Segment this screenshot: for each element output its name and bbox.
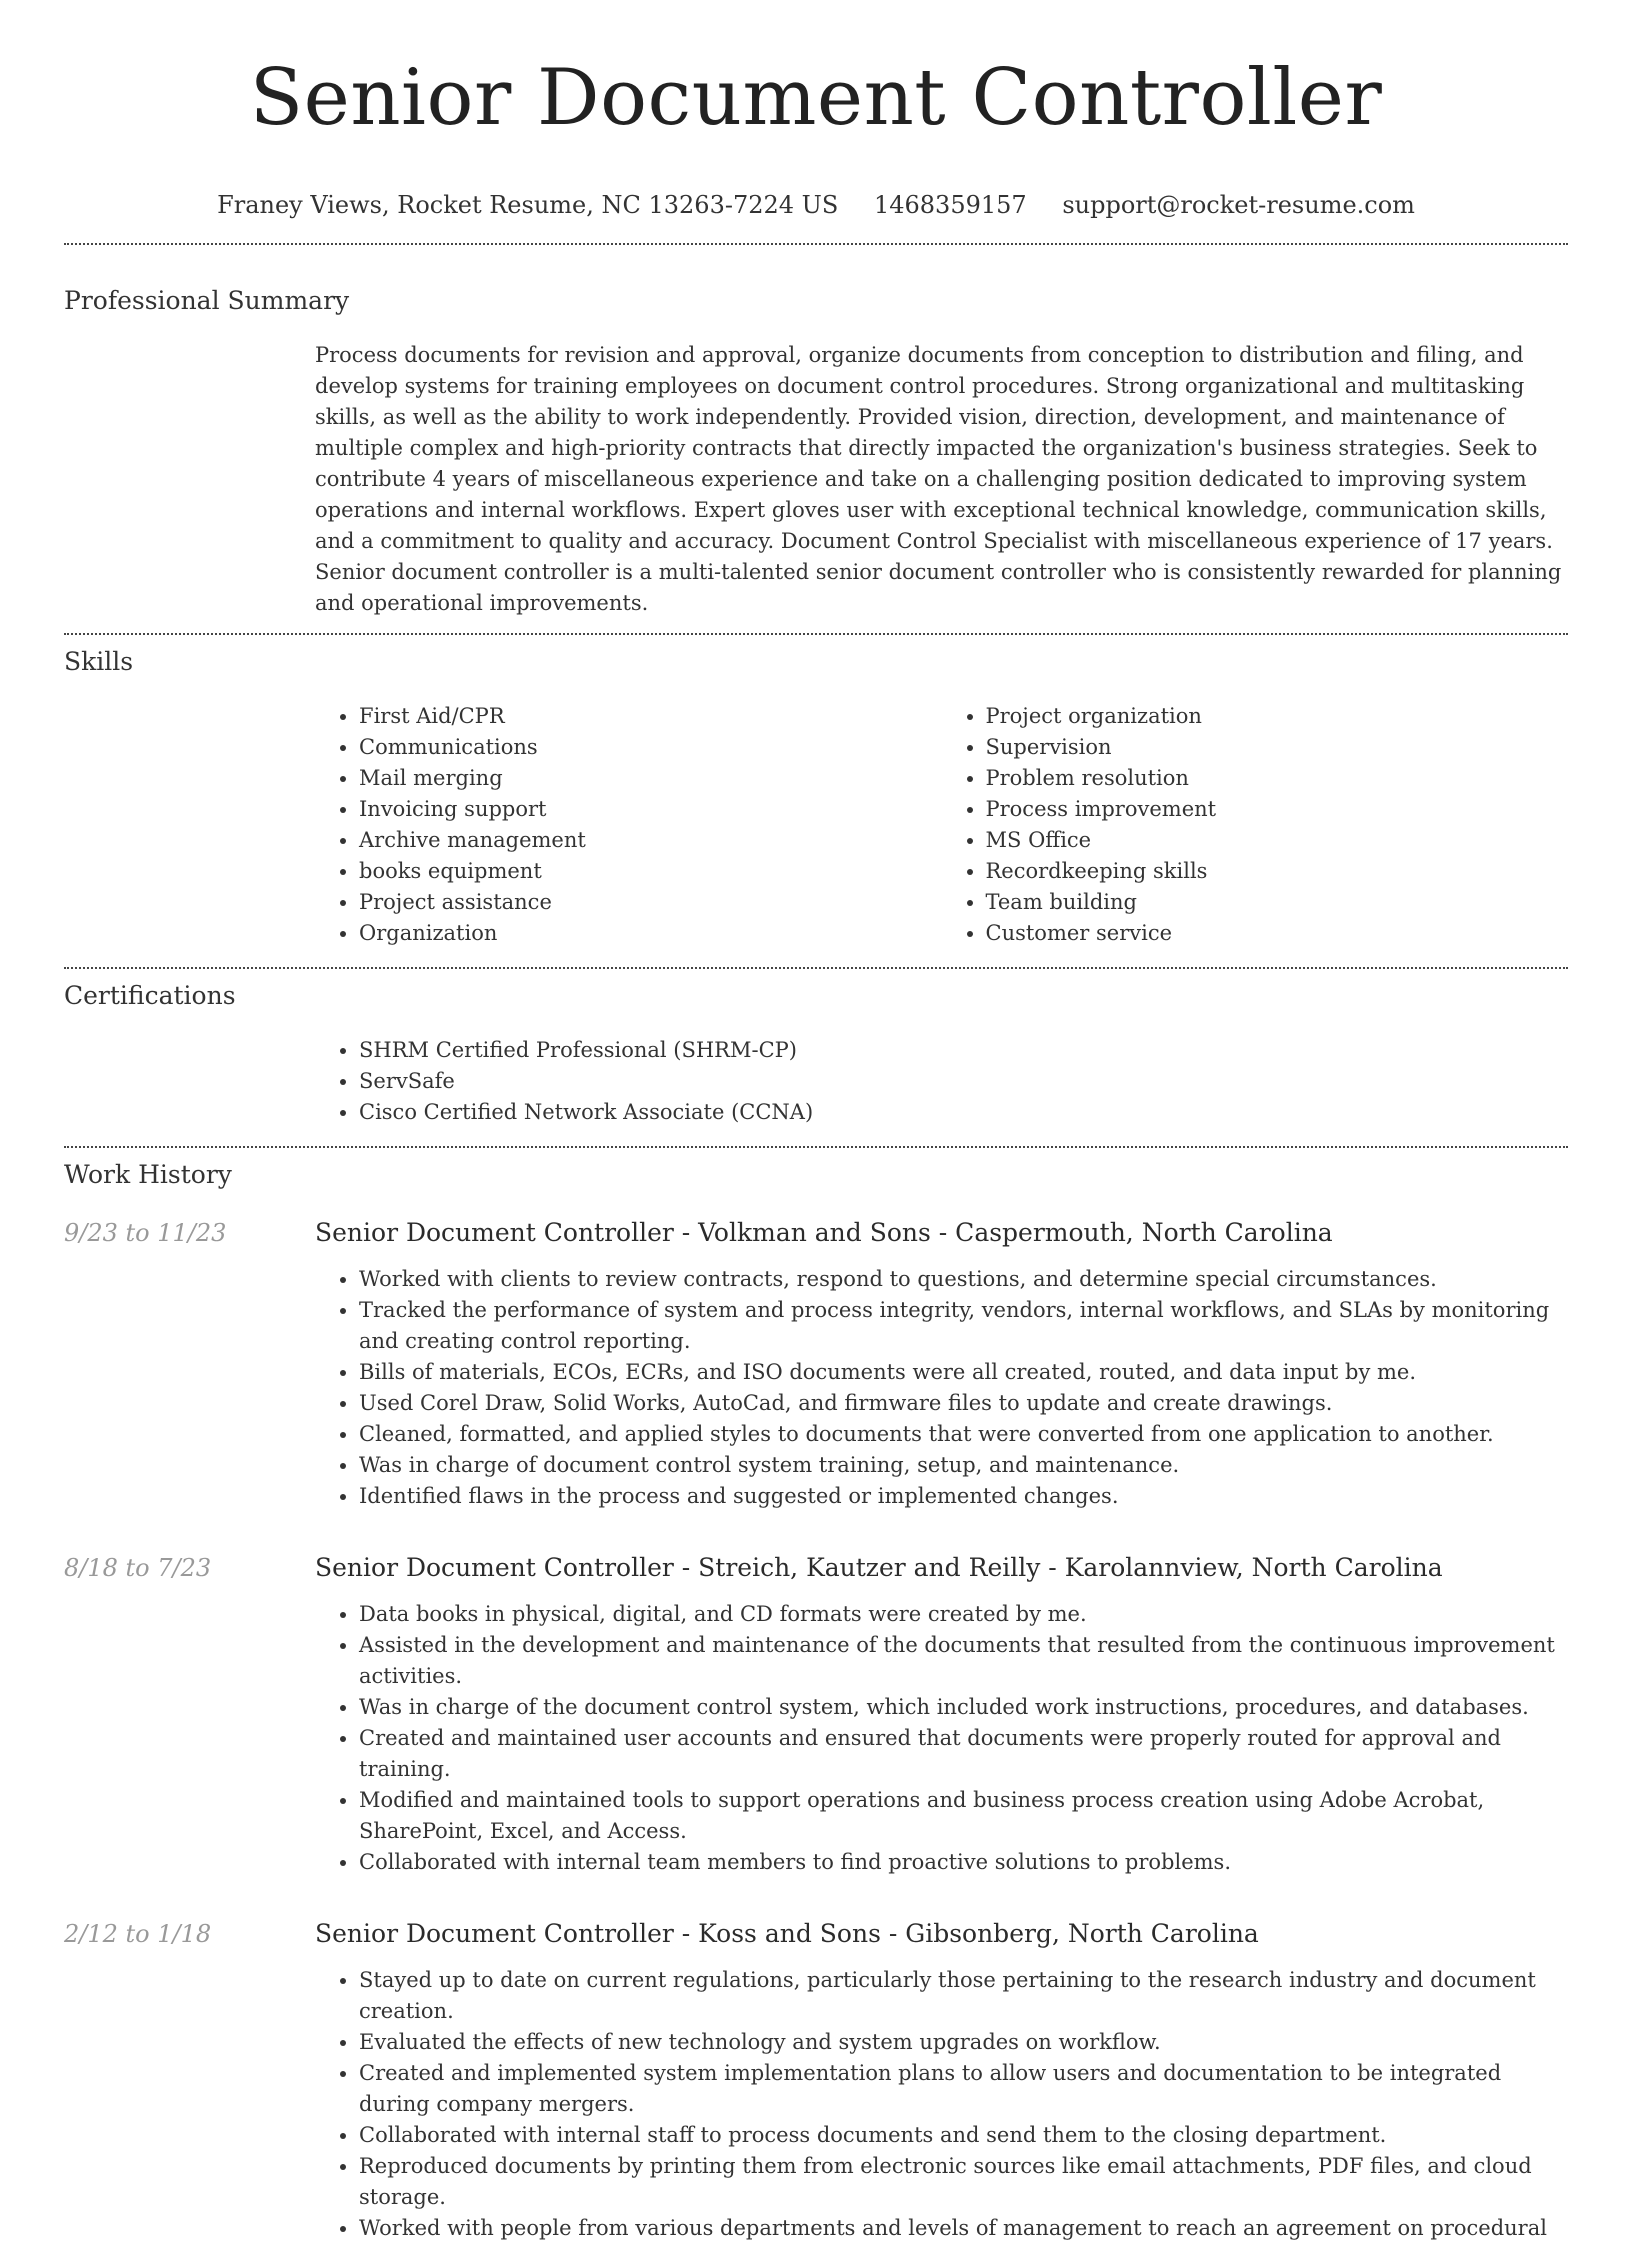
job-date: 8/18 to 7/23 xyxy=(64,1554,212,1582)
section-title-work: Work History xyxy=(64,1160,232,1189)
job-entry xyxy=(64,1217,1568,1512)
skill-item: • Mail merging xyxy=(359,763,942,794)
skill-item: • MS Office xyxy=(986,825,1569,856)
contact-email: support@rocket-resume.com xyxy=(1062,191,1415,219)
resume-page xyxy=(64,0,1568,2244)
job-bullet: • Used Corel Draw, Solid Works, AutoCad, and firmware files to update and create drawings. xyxy=(359,1388,1568,1419)
job-bullet: • Was in charge of the document control system, which included work instructions, procedures, and databases. xyxy=(359,1692,1568,1723)
job-bullet: • Was in charge of document control system training, setup, and maintenance. xyxy=(359,1450,1568,1481)
job-bullet: • Reproduced documents by printing them from electronic sources like email attachments, PDF files, and cloud storage. xyxy=(359,2151,1568,2213)
divider xyxy=(64,1146,1568,1148)
job-bullet: • Assisted in the development and maintenance of the documents that resulted from the continuous improvement activities. xyxy=(359,1630,1568,1692)
job-body xyxy=(315,1599,1568,1878)
job-date: 2/12 to 1/18 xyxy=(64,1920,212,1948)
job-bullet: • Data books in physical, digital, and CD formats were created by me. xyxy=(359,1599,1568,1630)
divider xyxy=(64,243,1568,245)
job-bullet: • Tracked the performance of system and process integrity, vendors, internal workflows, and SLAs by monitoring and creating control reporting. xyxy=(359,1295,1568,1357)
certifications-section xyxy=(64,980,1568,1128)
job-bullets xyxy=(315,1599,1568,1878)
certification-item: • ServSafe xyxy=(359,1066,1568,1097)
contact-line xyxy=(64,190,1568,220)
job-bullet: • Collaborated with internal staff to process documents and send them to the closing department. xyxy=(359,2120,1568,2151)
section-title-skills: Skills xyxy=(64,647,134,676)
certification-item: • Cisco Certified Network Associate (CCNA) xyxy=(359,1097,1568,1128)
job-entry xyxy=(64,1552,1568,1878)
certification-item: • SHRM Certified Professional (SHRM-CP) xyxy=(359,1035,1568,1066)
skill-item: • Invoicing support xyxy=(359,794,942,825)
job-body xyxy=(315,1264,1568,1512)
job-title: Senior Document Controller - Volkman and Sons - Caspermouth, North Carolina xyxy=(315,1218,1333,1247)
summary-section xyxy=(64,285,1568,619)
skills-list-left xyxy=(315,701,942,949)
skill-item: • Recordkeeping skills xyxy=(986,856,1569,887)
divider xyxy=(64,967,1568,969)
job-bullet: • Collaborated with internal team members to find proactive solutions to problems. xyxy=(359,1847,1568,1878)
job-date: 9/23 to 11/23 xyxy=(64,1219,227,1247)
resume-name: Senior Document Controller xyxy=(249,53,1383,143)
skill-item: • Process improvement xyxy=(986,794,1569,825)
summary-text: Process documents for revision and approval, organize documents from conception to distribution and filing, and develop systems for training employees on document control procedures. Strong organizational and multitasking skills, as well as the ability to work independently. Provided vision, direction, development, and maintenance of multiple complex and high-priority contracts that directly impacted the organization's business strategies. Seek to contribute 4 years of miscellaneous experience and take on a challenging position dedicated to improving system operations and internal workflows. Expert gloves user with exceptional technical knowledge, communication skills, and a commitment to quality and accuracy. Document Control Specialist with miscellaneous experience of 17 years. Senior document controller is a multi-talented senior document controller who is consistently rewarded for planning and operational improvements. xyxy=(315,343,1562,615)
skills-list-right xyxy=(942,701,1569,949)
skill-item: • Problem resolution xyxy=(986,763,1569,794)
skill-item: • Customer service xyxy=(986,918,1569,949)
skill-item: • Team building xyxy=(986,887,1569,918)
job-bullet: • Cleaned, formatted, and applied styles to documents that were converted from one application to another. xyxy=(359,1419,1568,1450)
skills-body xyxy=(315,701,1568,949)
section-title-summary: Professional Summary xyxy=(64,286,350,315)
job-bullet: • Modified and maintained tools to support operations and business process creation using Adobe Acrobat, SharePoint, Excel, and Access. xyxy=(359,1785,1568,1847)
certifications-body xyxy=(315,1035,1568,1128)
job-bullets xyxy=(315,1264,1568,1512)
skill-item: • Organization xyxy=(359,918,942,949)
skills-section xyxy=(64,646,1568,949)
skill-item: • Archive management xyxy=(359,825,942,856)
job-bullet: • Stayed up to date on current regulations, particularly those pertaining to the research industry and document creation. xyxy=(359,1965,1568,2027)
work-section xyxy=(64,1159,1568,2244)
divider xyxy=(64,633,1568,635)
job-title: Senior Document Controller - Koss and Sons - Gibsonberg, North Carolina xyxy=(315,1919,1259,1948)
skill-item: • Supervision xyxy=(986,732,1569,763)
job-bullet: • Worked with people from various departments and levels of management to reach an agreement on procedural xyxy=(359,2213,1568,2244)
contact-address: Franey Views, Rocket Resume, NC 13263-7224 US xyxy=(217,191,839,219)
job-bullet: • Created and implemented system implementation plans to allow users and documentation to be integrated during company mergers. xyxy=(359,2058,1568,2120)
skill-item: • First Aid/CPR xyxy=(359,701,942,732)
skill-item: • Project assistance xyxy=(359,887,942,918)
section-title-certifications: Certifications xyxy=(64,981,236,1010)
skill-item: • Project organization xyxy=(986,701,1569,732)
job-title: Senior Document Controller - Streich, Kautzer and Reilly - Karolannview, North Carolina xyxy=(315,1553,1443,1582)
job-bullet: • Created and maintained user accounts and ensured that documents were properly routed for approval and training. xyxy=(359,1723,1568,1785)
skill-item: • books equipment xyxy=(359,856,942,887)
job-bullet: • Worked with clients to review contracts, respond to questions, and determine special circumstances. xyxy=(359,1264,1568,1295)
job-body xyxy=(315,1965,1568,2244)
summary-body xyxy=(315,340,1568,619)
contact-phone: 1468359157 xyxy=(873,191,1027,219)
job-bullets xyxy=(315,1965,1568,2244)
job-bullet: • Bills of materials, ECOs, ECRs, and ISO documents were all created, routed, and data input by me. xyxy=(359,1357,1568,1388)
job-entry xyxy=(64,1918,1568,2244)
job-bullet: • Evaluated the effects of new technology and system upgrades on workflow. xyxy=(359,2027,1568,2058)
certifications-list xyxy=(315,1035,1568,1128)
skill-item: • Communications xyxy=(359,732,942,763)
job-bullet: • Identified flaws in the process and suggested or implemented changes. xyxy=(359,1481,1568,1512)
